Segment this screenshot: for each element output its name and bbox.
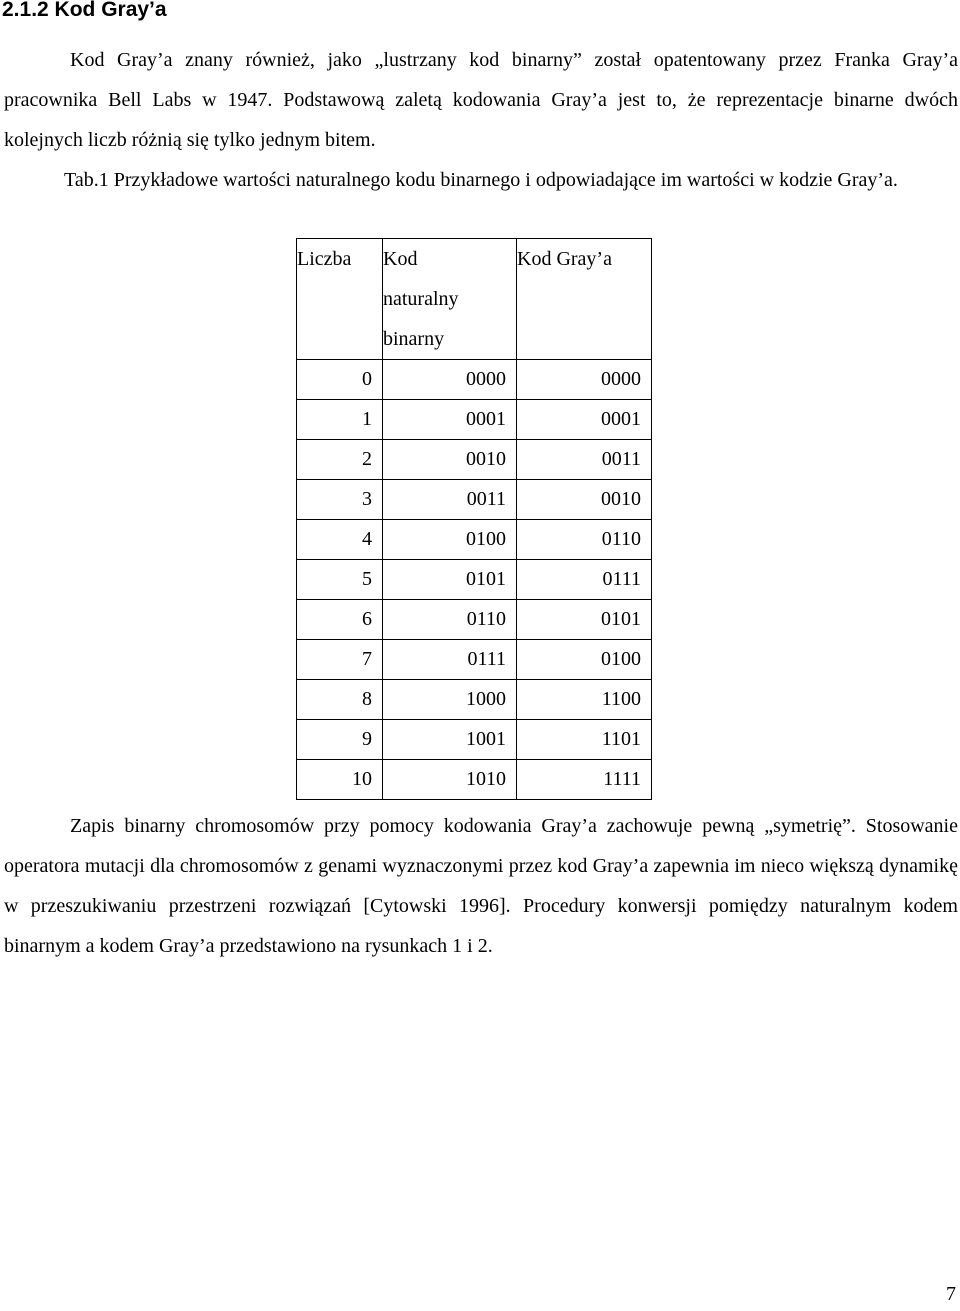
page-number: 7 [946, 1283, 956, 1305]
closing-paragraph: Zapis binarny chromosomów przy pomocy kodowania Gray’a zachowuje pewną „symetrię”. Stosowanie operatora mutacji dla chromosomów z genami wyznaczonymi przez kod Gray’a zapewnia im nieco większą dynamikę w przeszukiwaniu przestrzeni rozwiązań [Cytowski 1996]. Procedury konwersji pomiędzy naturalnym kodem binarnym a kodem Gray’a przedstawiono na rysunkach 1 i 2. [4, 815, 958, 957]
cell-number: 9 [297, 720, 383, 760]
header-gray-label: Kod Gray’a [517, 248, 612, 270]
table-row [297, 360, 652, 400]
cell-gray-code: 1111 [517, 760, 652, 800]
cell-gray-code: 0011 [517, 440, 652, 480]
cell-number: 10 [297, 760, 383, 800]
cell-gray-code: 0000 [517, 360, 652, 400]
cell-gray-code: 0110 [517, 520, 652, 560]
cell-natural-binary: 1010 [383, 760, 517, 800]
cell-gray-code: 0101 [517, 600, 652, 640]
cell-gray-code: 0001 [517, 400, 652, 440]
cell-number: 5 [297, 560, 383, 600]
cell-number: 0 [297, 360, 383, 400]
cell-gray-code: 0100 [517, 640, 652, 680]
cell-natural-binary: 0011 [383, 480, 517, 520]
header-number [297, 239, 383, 360]
cell-gray-code: 1100 [517, 680, 652, 720]
cell-number: 1 [297, 400, 383, 440]
table-header-row [297, 239, 652, 360]
cell-gray-code: 0111 [517, 560, 652, 600]
header-natural-line3: binarny [383, 328, 445, 350]
intro-paragraph: Kod Gray’a znany również, jako „lustrzany kod binarny” został opatentowany przez Franka Gray’a pracownika Bell Labs w 1947. Podstawową zaletą kodowania Gray’a jest to, że reprezentacje binarne dwóch kolejnych liczb różnią się tylko jednym bitem. [4, 49, 958, 151]
table-row [297, 560, 652, 600]
cell-number: 3 [297, 480, 383, 520]
cell-natural-binary: 0010 [383, 440, 517, 480]
cell-natural-binary: 0100 [383, 520, 517, 560]
cell-number: 2 [297, 440, 383, 480]
table-row [297, 480, 652, 520]
cell-number: 8 [297, 680, 383, 720]
cell-gray-code: 1101 [517, 720, 652, 760]
table-row [297, 720, 652, 760]
cell-number: 6 [297, 600, 383, 640]
cell-number: 4 [297, 520, 383, 560]
header-number-label: Liczba [297, 248, 352, 270]
cell-natural-binary: 0110 [383, 600, 517, 640]
table-row [297, 760, 652, 800]
table-row [297, 440, 652, 480]
cell-natural-binary: 1001 [383, 720, 517, 760]
table-row [297, 680, 652, 720]
cell-natural-binary: 0101 [383, 560, 517, 600]
header-natural-line1: Kod [383, 248, 418, 270]
table-row [297, 520, 652, 560]
table-row [297, 400, 652, 440]
header-natural-line2: naturalny [383, 288, 459, 310]
table-row [297, 640, 652, 680]
table-caption: Tab.1 Przykładowe wartości naturalnego kodu binarnego i odpowiadające im wartości w kodzie Gray’a. [64, 169, 898, 191]
table-body [297, 360, 652, 800]
section-heading: 2.1.2 Kod Gray’a [2, 0, 167, 21]
cell-number: 7 [297, 640, 383, 680]
cell-natural-binary: 1000 [383, 680, 517, 720]
cell-natural-binary: 0001 [383, 400, 517, 440]
header-natural-binary [383, 239, 517, 360]
header-gray-code [517, 239, 652, 360]
cell-natural-binary: 0111 [383, 640, 517, 680]
cell-natural-binary: 0000 [383, 360, 517, 400]
cell-gray-code: 0010 [517, 480, 652, 520]
gray-code-table [296, 238, 652, 800]
table-row [297, 600, 652, 640]
